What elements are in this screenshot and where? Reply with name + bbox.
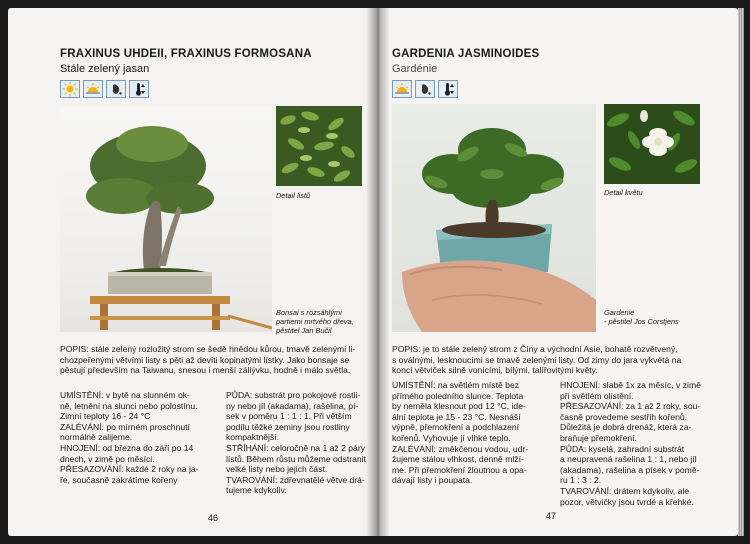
text-line: HNOJENÍ: slabě 1x za měsíc, v zimě <box>560 380 701 390</box>
care-column-2 <box>560 380 720 507</box>
text-line: by neměla klesnout pod 12 °C, ide- <box>392 401 526 412</box>
text-line: výpně, přemokření a podchlazení <box>392 422 520 433</box>
page-number: 47 <box>546 511 557 521</box>
care-icons <box>392 80 458 98</box>
text-line: STŘÍHÁNÍ: celoročně na 1 až 2 páry <box>226 442 365 453</box>
text-line: PŘESAZOVÁNÍ: za 1 až 2 roky, sou- <box>560 401 701 412</box>
text-line: PŮDA: substrát pro pokojové rostli- <box>226 390 361 400</box>
text-line: s oválnými, lesknoucími se tmavě zelenými listy. Od zimy do jara vykvétá na <box>392 354 682 365</box>
care-column-2 <box>226 390 376 496</box>
text-line: časně provedeme sestřih kořenů. <box>560 411 688 422</box>
text-line: pozor, větvičky jsou tvrdé a křehké. <box>560 496 694 507</box>
text-line: POPIS: je to stále zelený strom z Číny a východní Asie, bohatě rozvětvený, <box>392 344 678 354</box>
watering-icon <box>106 80 126 98</box>
page-number: 46 <box>208 513 219 523</box>
text-line: normálně zalijeme. <box>60 432 133 443</box>
page-title: FRAXINUS UHDEII, FRAXINUS FORMOSANA <box>60 48 312 60</box>
temperature-icon <box>438 80 458 98</box>
text-line: kořenů. Vyhovuje jí vlhké teplo. <box>392 432 511 443</box>
photo-caption-line: partiemi mrtvého dřeva, <box>276 317 354 326</box>
photo-caption <box>604 308 708 326</box>
care-column-1 <box>392 380 544 486</box>
text-line: velké listy nebo jejich část. <box>226 464 328 475</box>
text-line: sek v poměru 1 : 1 : 1. Při větším <box>226 411 352 422</box>
photo-caption-line: - pěstitel Jos Corstjens <box>604 317 679 326</box>
text-line: tujeme kdykoliv. <box>226 485 287 496</box>
text-line: Zimní teploty 16 - 24 °C <box>60 411 151 422</box>
photo-caption <box>276 308 372 335</box>
text-line: a neupravená rašelina 1 : 1, nebo jíl <box>560 454 697 465</box>
detail-caption: Detail listů <box>276 191 311 200</box>
text-line: ZALÉVÁNÍ: změkčenou vodou, udr- <box>392 443 529 454</box>
page-edges <box>738 8 744 536</box>
half-sun-icon <box>83 80 103 98</box>
page-title: GARDENIA JASMINOIDES <box>392 48 540 60</box>
page-subtitle: Gardénie <box>392 63 438 75</box>
text-line: chozpeřenými větvími listy s pěti až devíti kopinatými lístky. Jako bonsaje se <box>60 354 350 365</box>
text-line: PŘESAZOVÁNÍ: každé 2 roky na ja- <box>60 464 199 475</box>
text-line: UMÍSTĚNÍ: na světlém místě bez <box>392 380 520 390</box>
left-page <box>8 8 378 536</box>
care-column-1 <box>60 390 220 485</box>
book-gutter <box>366 8 390 536</box>
half-sun-icon <box>392 80 412 98</box>
text-line: žujeme stálou vlhkost, denně mlží- <box>392 454 524 465</box>
text-line: kompaktnější. <box>226 432 280 443</box>
text-line: přímého poledního slunce. Teplota <box>392 390 524 401</box>
detail-photo-leaves <box>276 106 362 186</box>
text-line: ru 1 : 3 : 2. <box>560 475 602 486</box>
main-photo-fraxinus <box>60 106 272 332</box>
text-line: ZALÉVÁNÍ: po mírném proschnutí <box>60 421 190 432</box>
text-line: dnech, v zimě po měsíci. <box>60 453 155 464</box>
text-line: UMÍSTĚNÍ: v bytě na slunném ok- <box>60 390 190 400</box>
text-line: ny nebo jíl (akadama), rašelina, pí- <box>226 400 359 411</box>
description-paragraph <box>60 344 372 376</box>
text-line: PŮDA: kyselá, zahradní substrát <box>560 443 685 454</box>
text-line: TVAROVÁNÍ: drátem kdykoliv, ale <box>560 485 690 496</box>
temperature-icon <box>129 80 149 98</box>
watering-icon <box>415 80 435 98</box>
detail-photo-flower <box>604 104 700 184</box>
photo-caption-line: Gardenie <box>604 308 635 317</box>
text-line: koncí větviček silně vonícími, bílými, talířovitými květy. <box>392 365 598 376</box>
text-line: POPIS: stále zelený rozložitý strom se šedě hnědou kůrou, tmavě zelenými li- <box>60 344 356 354</box>
text-line: ální teplota je 15 - 23 °C. Nesnáší <box>392 411 521 422</box>
description-paragraph <box>392 344 718 376</box>
detail-caption: Detail květu <box>604 188 643 197</box>
text-line: me. Při přemokření žloutnou a opa- <box>392 464 527 475</box>
care-icons <box>60 80 149 98</box>
right-page <box>378 8 738 536</box>
text-line: podílu těžké zeminy jsou rostliny <box>226 421 350 432</box>
text-line: (akadama), rašelina a písek v pomě- <box>560 464 700 475</box>
text-line: Důležitá je dobrá drenáž, která za- <box>560 422 692 433</box>
text-line: pěstují především na Taiwanu, snesou i menší záliývku, hodně i málo světla. <box>60 365 351 376</box>
photo-caption-line: pěstitel Jan Bučil <box>276 326 332 335</box>
text-line: TVAROVÁNÍ: zdřevnatělé větve drá- <box>226 474 365 485</box>
page-subtitle: Stále zelený jasan <box>60 63 150 75</box>
main-photo-gardenia <box>392 104 596 332</box>
text-line: ně, letnění na slunci nebo polostínu. <box>60 400 198 411</box>
text-line: HNOJENÍ: od března do září po 14 <box>60 442 194 453</box>
photo-caption-line: Bonsai s rozsáhlými <box>276 308 342 317</box>
text-line: ře, současně zakrátíme kořeny <box>60 474 178 485</box>
text-line: braňuje přemokření. <box>560 432 637 443</box>
text-line: při světlém olistění. <box>560 390 634 401</box>
text-line: dávají listy i poupata. <box>392 475 473 486</box>
text-line: lístů. Během růstu můžeme odstranit <box>226 453 366 464</box>
sun-icon <box>60 80 80 98</box>
